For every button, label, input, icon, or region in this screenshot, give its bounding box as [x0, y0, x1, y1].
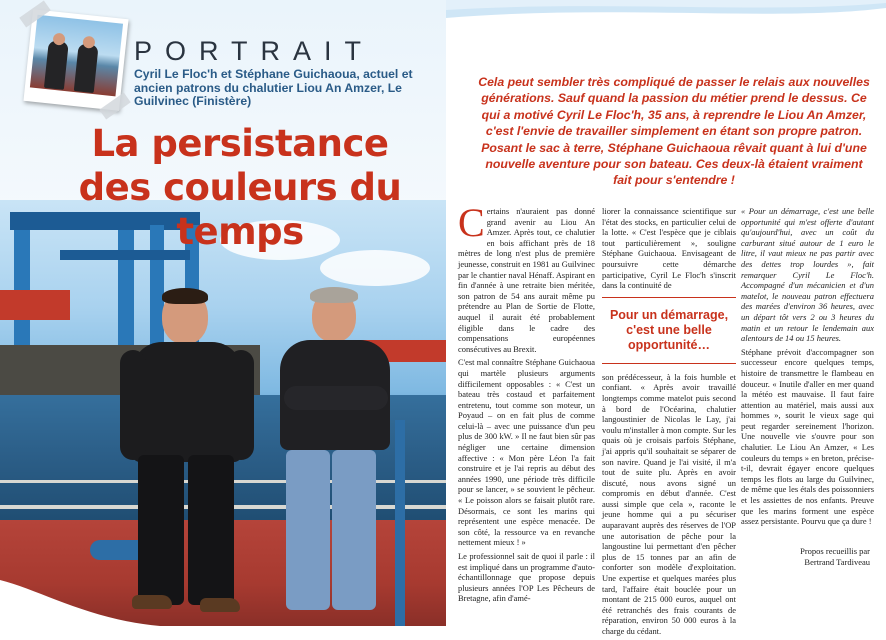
- paragraph: son prédécesseur, à la fois humble et confiant. « Après avoir travaillé longtemps comme matelot puis second à bord de l'Océarina, chalutier langoustinier de Nicolas le Lay, j'ai voulu m'installer à mon compte. Sur les quais où je croisais parfois Stéphane, j'ai appris qu'il souhaitait se séparer de son navire. Quand je l'ai visité, il m'a tout de suite plu. Après en avoir discuté, nous avons signé un compromis en début d'année. C'est aussi simple que cela », raconte le jeune homme qui a pu sécuriser auparavant auprès des réserves de l'OP une autorisation de pêche pour la langoustine lui permettant d'en pêcher plus de 15 tonnes par an afin de conforter son modèle d'exploitation. Une expertise et quelques marées plus tard, l'affaire était bouclée pour un montant de 215 000 euros, auquel ont été retranchés des frais courants de réparation, environ 50 000 euros à la charge du cédant.: [602, 371, 736, 636]
- polaroid-photo: [23, 9, 128, 111]
- polaroid-image: [30, 15, 123, 97]
- paragraph: Certains n'auraient pas donné grand avenir au Liou An Amzer. Après tout, ce chalutier en bois affichant près de 18 mètres de long n'est plus de première jeunesse, construit en 1981 au Guilvinec par le chantier naval Hénaff. Aspirant en fin d'année à une retraite bien méritée, son patron de 54 ans aurait même pu prétendre au Plan de Sortie de Flotte, auquel il aurait été probablement éligible dans le cadre des compensations européennes consécutives au Brexit.: [458, 200, 595, 354]
- paragraph: liorer la connaissance scientifique sur l'état des stocks, en particulier celui de la lotte. « C'est l'espèce que je ciblais tout particulièrement », souligne Stéphane Guichaoua. Envisageant de poursuivre cette démarche participative, Cyril Le Floc'h s'inscrit dans la continuité de: [602, 206, 736, 291]
- section-title: PORTRAIT: [134, 36, 375, 66]
- crane-leg: [14, 218, 30, 348]
- article-headline: La persistance des couleurs du temps: [78, 122, 402, 253]
- author-credit: [760, 546, 870, 568]
- wave-decoration: [446, 0, 886, 32]
- cloud: [320, 250, 430, 286]
- credit-label: Propos recueillis par: [800, 546, 870, 556]
- paragraph: Stéphane prévoit d'accompagner son successeur encore quelques temps, histoire de transmettre le flambeau en douceur. « Inutile d'aller en mer quand la météo est mauvaise. Il faut faire attention au matériel, mais aussi aux hommes », sourit le vieux sage qui peut regarder sereinement l'horizon. Une nouvelle vie s'ouvre pour son chalutier. Le Liou An Amzer, « Les couleurs du temps » en breton, précise-t-il, devrait égayer encore quelques temps les flots au large du Guilvinec, de même que les étals des poissonniers et les assiettes de nos enfants. Preuve que les marins forment une espèce assez persistante. Pourvu que ça dure !: [741, 346, 874, 527]
- left-page-photo-spread: [0, 0, 446, 626]
- article-subtitle: Cyril Le Floc'h et Stéphane Guichaoua, actuel et ancien patrons du chalutier Liou An Amzer, Le Guilvinec (Finistère): [134, 67, 413, 108]
- paragraph: Le professionnel sait de quoi il parle : il est impliqué dans un programme d'auto-échantillonnage que propose depuis plusieurs années l'OP Les Pêcheurs de Bretagne, afin d'amé-: [458, 551, 595, 604]
- pull-quote: Pour un démarrage, c'est une belle opportunité…: [602, 297, 736, 364]
- moored-boat: [0, 290, 70, 320]
- text-column-3: [741, 206, 874, 530]
- text-column-1: [458, 200, 595, 607]
- paragraph: « Pour un démarrage, c'est une belle opportunité qui m'est offerte d'autant qu'aujourd'hui, avec un coût du carburant situé autour de 1 euro le litre, il vaut mieux ne pas partir avec des dettes trop lourdes », fait remarquer Cyril Le Floc'h. Accompagné d'un mécanicien et d'un matelot, le nouveau patron effectuera des marées d'environ 36 heures, avec un départ tôt vers 2 ou 3 heures du matin et un retour le lendemain aux alentours de 14 ou 15 heures.: [741, 206, 874, 344]
- paragraph: C'est mal connaître Stéphane Guichaoua qui martèle plusieurs arguments difficilement opposables : « C'est un bateau très costaud et parfaitement entretenu, tout comme son moteur, un Poyaud – on en fait plus de comme celui-là – avec une puissance d'un peu plus de 300 kW. » Il ne faut bien sûr pas négliger une certaine dimension affective : « Mon père Léon l'a fait construire et je l'ai repris au début des années 1990, une période très difficile pour se lancer, » se souvient le pêcheur. « Le poisson alors se faisait plutôt rare. Désormais, ce sont les marins qui représentent une espèce menacée. De son côté, la ressource va en revanche nettement mieux ! »: [458, 357, 595, 548]
- text-column-2: [602, 206, 736, 640]
- credit-author: Bertrand Tardiveau: [804, 557, 870, 567]
- wave-decoration: [0, 560, 200, 626]
- fisherman-right: [270, 290, 400, 626]
- article-intro: Cela peut sembler très compliqué de passer le relais aux nouvelles générations. Sauf quand la passion du métier prend le dessus. Ce qui a motivé Cyril Le Floc'h, 35 ans, à reprendre le Liou An Amzer, c'est l'envie de travailler simplement en étant son propre patron. Posant le sac à terre, Stéphane Guichaoua rêvait quant à lui d'une nouvelle aventure pour son bateau. Ces deux-là étaient vraiment fait pour s'entendre !: [478, 75, 870, 188]
- drop-cap: C: [458, 200, 485, 245]
